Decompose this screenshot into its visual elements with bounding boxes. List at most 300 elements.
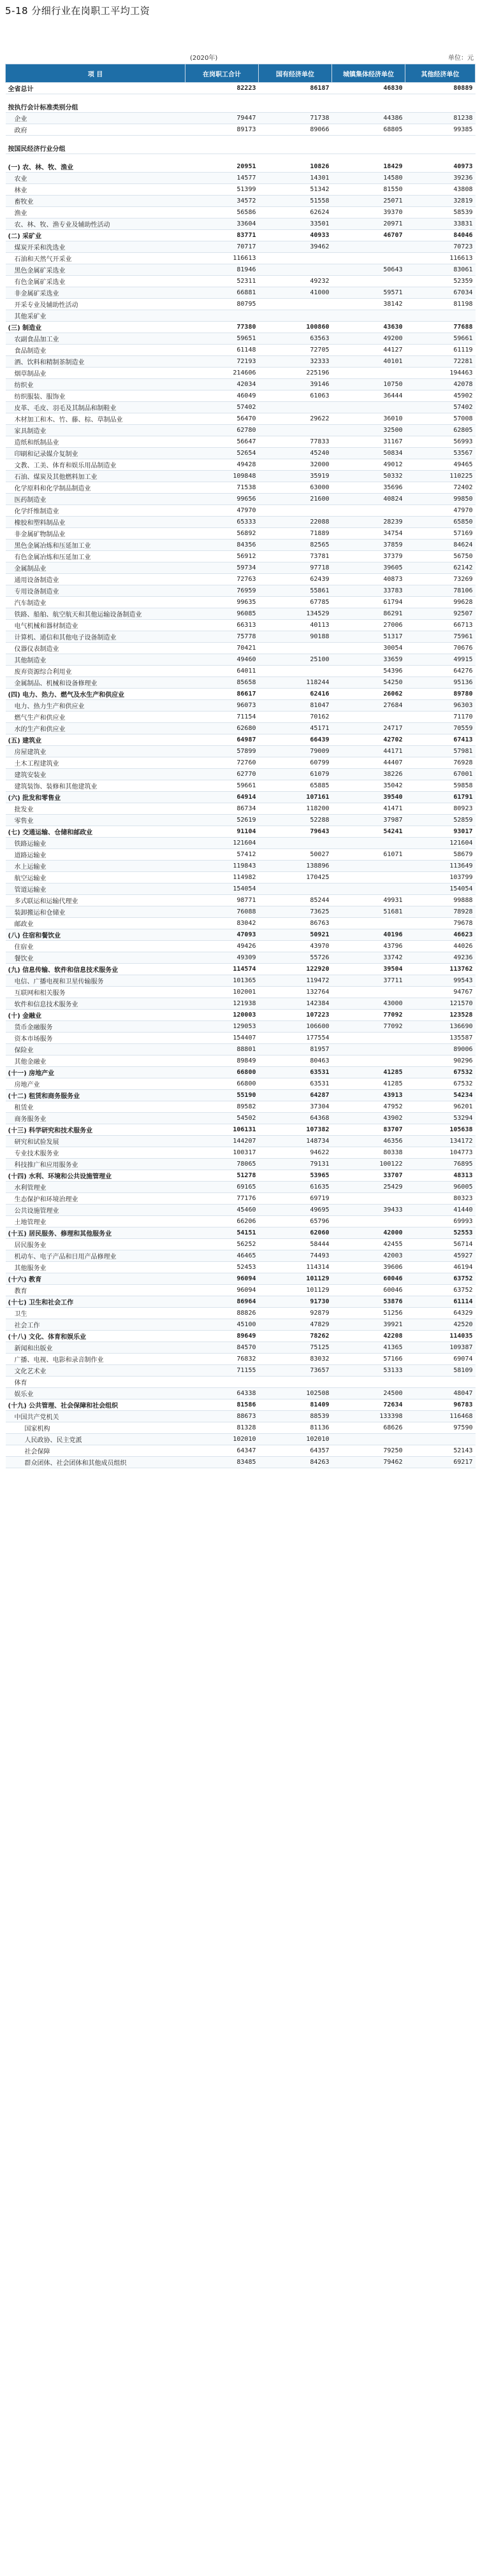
- cell-total: 106131: [185, 1124, 259, 1136]
- cell-state: 65885: [259, 780, 332, 792]
- cell-other: 73269: [405, 574, 476, 585]
- cell-other: 99543: [405, 975, 476, 987]
- row-label: (十九) 公共管理、社会保障和社会组织: [6, 1399, 185, 1411]
- cell-collective: 68805: [332, 124, 405, 136]
- cell-collective: [332, 1193, 405, 1205]
- spacer-row: [6, 154, 476, 162]
- cell-state: 101129: [259, 1273, 332, 1285]
- cell-other: 110225: [405, 471, 476, 482]
- cell-collective: 36010: [332, 413, 405, 425]
- row-label: 娱乐业: [6, 1388, 185, 1399]
- table-row: [6, 1101, 476, 1113]
- cell-collective: 41285: [332, 1078, 405, 1090]
- table-row: [6, 975, 476, 987]
- cell-state: 118200: [259, 803, 332, 815]
- cell-collective: 40101: [332, 356, 405, 368]
- cell-total: 85658: [185, 677, 259, 689]
- cell-total: 119843: [185, 861, 259, 872]
- cell-collective: 57166: [332, 1354, 405, 1365]
- cell-state: 73657: [259, 1365, 332, 1377]
- table-row: [6, 1136, 476, 1147]
- cell-state: 62624: [259, 207, 332, 218]
- cell-collective: 18429: [332, 161, 405, 173]
- cell-total: 49426: [185, 941, 259, 952]
- row-label: (四) 电力、热力、燃气及水生产和供应业: [6, 689, 185, 700]
- cell-other: 116468: [405, 1411, 476, 1422]
- row-label: 国家机构: [6, 1422, 185, 1434]
- row-label: (十五) 居民服务、修理和其他服务业: [6, 1227, 185, 1239]
- cell-other: 121570: [405, 998, 476, 1010]
- cell-total: 47970: [185, 505, 259, 517]
- row-label: (十二) 租赁和商务服务业: [6, 1090, 185, 1101]
- cell-state: 21600: [259, 494, 332, 505]
- row-label: 群众团体、社会团体和其他成员组织: [6, 1457, 185, 1468]
- cell-total: [185, 310, 259, 322]
- cell-total: 71155: [185, 1365, 259, 1377]
- cell-total: 99635: [185, 597, 259, 608]
- cell-state: 134529: [259, 608, 332, 620]
- table-row: [6, 1033, 476, 1044]
- row-label: 租赁业: [6, 1101, 185, 1113]
- cell-total: 56470: [185, 413, 259, 425]
- row-label: 资本市场服务: [6, 1033, 185, 1044]
- row-label: (九) 信息传输、软件和信息技术服务业: [6, 964, 185, 975]
- cell-collective: [332, 1434, 405, 1445]
- cell-collective: 46830: [332, 83, 405, 94]
- cell-other: 89780: [405, 689, 476, 700]
- cell-collective: 81550: [332, 184, 405, 196]
- table-row: [6, 1411, 476, 1422]
- cell-collective: 39605: [332, 562, 405, 574]
- row-label: 农副食品加工业: [6, 333, 185, 345]
- cell-state: 70162: [259, 712, 332, 723]
- cell-total: 214606: [185, 368, 259, 379]
- cell-state: 80463: [259, 1055, 332, 1067]
- cell-state: 73781: [259, 551, 332, 562]
- cell-other: 99385: [405, 124, 476, 136]
- table-body: [6, 83, 476, 1468]
- cell-total: [185, 1377, 259, 1388]
- row-label: (六) 批发和零售业: [6, 792, 185, 803]
- cell-state: [259, 402, 332, 413]
- table-row: [6, 113, 476, 124]
- cell-other: 70559: [405, 723, 476, 734]
- table-row: [6, 861, 476, 872]
- cell-state: 63563: [259, 333, 332, 345]
- row-label: 废弃资源综合利用业: [6, 666, 185, 677]
- page-title: 5-18 分细行业在岗职工平均工资: [5, 5, 150, 17]
- table-row: [6, 585, 476, 597]
- cell-other: 104773: [405, 1147, 476, 1159]
- table-row: [6, 1273, 476, 1285]
- cell-state: 32333: [259, 356, 332, 368]
- cell-state: 49695: [259, 1205, 332, 1216]
- cell-other: 46623: [405, 929, 476, 941]
- cell-other: 59858: [405, 780, 476, 792]
- cell-state: 170425: [259, 872, 332, 884]
- row-label: 其他制造业: [6, 654, 185, 666]
- table-row: [6, 631, 476, 643]
- cell-other: 83061: [405, 264, 476, 276]
- cell-collective: 42208: [332, 1331, 405, 1342]
- cell-other: 49465: [405, 459, 476, 471]
- cell-state: 79643: [259, 826, 332, 838]
- cell-state: 100860: [259, 322, 332, 333]
- cell-collective: 42702: [332, 734, 405, 746]
- cell-state: 92879: [259, 1308, 332, 1319]
- row-label: 医药制造业: [6, 494, 185, 505]
- table-row: [6, 1193, 476, 1205]
- cell-other: 40973: [405, 161, 476, 173]
- cell-other: 134172: [405, 1136, 476, 1147]
- cell-total: 47093: [185, 929, 259, 941]
- table-row: [6, 941, 476, 952]
- cell-state: 72705: [259, 345, 332, 356]
- cell-total: 49309: [185, 952, 259, 964]
- cell-collective: 24500: [332, 1388, 405, 1399]
- cell-total: 96094: [185, 1273, 259, 1285]
- cell-other: 48047: [405, 1388, 476, 1399]
- cell-collective: 41285: [332, 1067, 405, 1078]
- cell-state: 107161: [259, 792, 332, 803]
- cell-collective: 44171: [332, 746, 405, 757]
- row-label: (三) 制造业: [6, 322, 185, 333]
- cell-collective: 33783: [332, 585, 405, 597]
- cell-collective: [332, 276, 405, 287]
- cell-collective: 80338: [332, 1147, 405, 1159]
- cell-collective: [332, 918, 405, 929]
- table-row: [6, 895, 476, 906]
- cell-other: 53567: [405, 448, 476, 459]
- cell-other: 92507: [405, 608, 476, 620]
- cell-other: 67034: [405, 287, 476, 299]
- table-row: [6, 918, 476, 929]
- cell-other: 81238: [405, 113, 476, 124]
- row-label: 居民服务业: [6, 1239, 185, 1250]
- cell-state: 89066: [259, 124, 332, 136]
- table-row: [6, 517, 476, 528]
- cell-collective: 41471: [332, 803, 405, 815]
- cell-collective: 51317: [332, 631, 405, 643]
- cell-state: 102508: [259, 1388, 332, 1399]
- table-row: [6, 322, 476, 333]
- cell-collective: 68626: [332, 1422, 405, 1434]
- cell-collective: [332, 143, 405, 154]
- cell-collective: 20971: [332, 218, 405, 230]
- cell-total: 66206: [185, 1216, 259, 1227]
- cell-state: 79009: [259, 746, 332, 757]
- cell-state: 52288: [259, 815, 332, 826]
- table-row: [6, 207, 476, 218]
- cell-total: 82223: [185, 83, 259, 94]
- table-row: [6, 1044, 476, 1055]
- cell-state: 61079: [259, 769, 332, 780]
- cell-other: 69217: [405, 1457, 476, 1468]
- cell-other: 49915: [405, 654, 476, 666]
- cell-total: 46049: [185, 390, 259, 402]
- cell-other: 154054: [405, 884, 476, 895]
- cell-collective: [332, 1044, 405, 1055]
- cell-state: 63531: [259, 1078, 332, 1090]
- cell-state: 142384: [259, 998, 332, 1010]
- cell-collective: 37711: [332, 975, 405, 987]
- table-row: [6, 872, 476, 884]
- table-row: [6, 723, 476, 734]
- cell-total: 75778: [185, 631, 259, 643]
- cell-collective: 43913: [332, 1090, 405, 1101]
- cell-other: 96005: [405, 1182, 476, 1193]
- cell-collective: 33707: [332, 1170, 405, 1182]
- cell-collective: 61071: [332, 849, 405, 861]
- cell-state: 62060: [259, 1227, 332, 1239]
- cell-total: 81946: [185, 264, 259, 276]
- table-row: [6, 436, 476, 448]
- table-row: [6, 734, 476, 746]
- table-row: [6, 700, 476, 712]
- cell-collective: [332, 884, 405, 895]
- cell-total: 89649: [185, 1331, 259, 1342]
- table-row: [6, 528, 476, 540]
- row-label: 互联网和相关服务: [6, 987, 185, 998]
- row-label: 水利管理业: [6, 1182, 185, 1193]
- table-row: [6, 83, 476, 94]
- table-row: [6, 1124, 476, 1136]
- row-label: 社会保障: [6, 1445, 185, 1457]
- cell-state: 81047: [259, 700, 332, 712]
- row-label: 有色金属矿采选业: [6, 276, 185, 287]
- cell-total: 96073: [185, 700, 259, 712]
- row-label: 生态保护和环境治理业: [6, 1193, 185, 1205]
- cell-collective: 14580: [332, 173, 405, 184]
- row-label: 企业: [6, 113, 185, 124]
- cell-total: 129053: [185, 1021, 259, 1033]
- table-row: [6, 143, 476, 154]
- cell-state: 86763: [259, 918, 332, 929]
- cell-other: [405, 1377, 476, 1388]
- row-label: (十八) 文化、体育和娱乐业: [6, 1331, 185, 1342]
- row-label: (十三) 科学研究和技术服务业: [6, 1124, 185, 1136]
- cell-state: 119472: [259, 975, 332, 987]
- cell-total: 70717: [185, 241, 259, 253]
- cell-state: 225196: [259, 368, 332, 379]
- table-row: [6, 964, 476, 975]
- cell-total: 51278: [185, 1170, 259, 1182]
- row-label: 电气机械和器材制造业: [6, 620, 185, 631]
- cell-total: 114982: [185, 872, 259, 884]
- row-label: 金属制品业: [6, 562, 185, 574]
- cell-other: 57402: [405, 402, 476, 413]
- row-label: 造纸和纸制品业: [6, 436, 185, 448]
- row-label: 专业技术服务业: [6, 1147, 185, 1159]
- cell-total: 83485: [185, 1457, 259, 1468]
- row-label: 通用设备制造业: [6, 574, 185, 585]
- cell-collective: 28239: [332, 517, 405, 528]
- table-row: [6, 1067, 476, 1078]
- table-header-row: [6, 64, 476, 83]
- cell-other: 67413: [405, 734, 476, 746]
- cell-other: 64276: [405, 666, 476, 677]
- cell-total: 62770: [185, 769, 259, 780]
- cell-state: [259, 643, 332, 654]
- row-label: 公共设施管理业: [6, 1205, 185, 1216]
- table-row: [6, 494, 476, 505]
- cell-other: 84046: [405, 230, 476, 241]
- cell-other: 67532: [405, 1078, 476, 1090]
- cell-state: 55861: [259, 585, 332, 597]
- cell-state: 40113: [259, 620, 332, 631]
- cell-collective: 50643: [332, 264, 405, 276]
- cell-total: 46465: [185, 1250, 259, 1262]
- cell-other: 72402: [405, 482, 476, 494]
- table-row: [6, 264, 476, 276]
- cell-collective: [332, 1033, 405, 1044]
- cell-total: 114574: [185, 964, 259, 975]
- row-label: 按执行会计标准类别分组: [6, 101, 185, 113]
- table-row: [6, 1078, 476, 1090]
- cell-other: 56714: [405, 1239, 476, 1250]
- cell-total: 76959: [185, 585, 259, 597]
- cell-total: 81586: [185, 1399, 259, 1411]
- cell-total: 109848: [185, 471, 259, 482]
- cell-total: 88801: [185, 1044, 259, 1055]
- cell-state: 61063: [259, 390, 332, 402]
- table-row: [6, 402, 476, 413]
- table-row: [6, 218, 476, 230]
- row-label: 铁路运输业: [6, 838, 185, 849]
- row-label: 木材加工和木、竹、藤、棕、草制品业: [6, 413, 185, 425]
- table-row: [6, 666, 476, 677]
- cell-total: 49460: [185, 654, 259, 666]
- cell-collective: 133398: [332, 1411, 405, 1422]
- row-label: 批发业: [6, 803, 185, 815]
- cell-state: 14301: [259, 173, 332, 184]
- cell-other: 78106: [405, 585, 476, 597]
- row-label: 林业: [6, 184, 185, 196]
- row-label: 非金属矿物制品业: [6, 528, 185, 540]
- cell-total: 45460: [185, 1205, 259, 1216]
- cell-collective: 51681: [332, 906, 405, 918]
- table-row: [6, 838, 476, 849]
- cell-collective: 25071: [332, 196, 405, 207]
- cell-total: 89582: [185, 1101, 259, 1113]
- cell-collective: [332, 1377, 405, 1388]
- cell-collective: 77092: [332, 1021, 405, 1033]
- cell-collective: 42000: [332, 1227, 405, 1239]
- cell-other: 105638: [405, 1124, 476, 1136]
- cell-state: 40933: [259, 230, 332, 241]
- row-label: (七) 交通运输、仓储和邮政业: [6, 826, 185, 838]
- table-row: [6, 574, 476, 585]
- table-row: [6, 1055, 476, 1067]
- cell-state: 82565: [259, 540, 332, 551]
- cell-collective: 59571: [332, 287, 405, 299]
- cell-total: 45100: [185, 1319, 259, 1331]
- cell-total: 116613: [185, 253, 259, 264]
- table-row: [6, 241, 476, 253]
- cell-total: 72763: [185, 574, 259, 585]
- cell-other: [405, 101, 476, 113]
- cell-collective: 44386: [332, 113, 405, 124]
- cell-other: 64329: [405, 1308, 476, 1319]
- table-row: [6, 929, 476, 941]
- cell-total: 49428: [185, 459, 259, 471]
- table-row: [6, 310, 476, 322]
- row-label: 房地产业: [6, 1078, 185, 1090]
- cell-total: 72193: [185, 356, 259, 368]
- table-row: [6, 792, 476, 803]
- cell-state: 107223: [259, 1010, 332, 1021]
- row-label: (十六) 教育: [6, 1273, 185, 1285]
- table-row: [6, 101, 476, 113]
- cell-collective: 35696: [332, 482, 405, 494]
- cell-total: 100317: [185, 1147, 259, 1159]
- cell-total: 121604: [185, 838, 259, 849]
- table-row: [6, 124, 476, 136]
- cell-collective: [332, 1055, 405, 1067]
- cell-state: [259, 143, 332, 154]
- row-label: 开采专业及辅助性活动: [6, 299, 185, 310]
- cell-other: 52553: [405, 1227, 476, 1239]
- cell-collective: 44407: [332, 757, 405, 769]
- cell-other: 61791: [405, 792, 476, 803]
- cell-state: 60799: [259, 757, 332, 769]
- table-row: [6, 780, 476, 792]
- cell-state: 64287: [259, 1090, 332, 1101]
- table-row: [6, 1445, 476, 1457]
- cell-other: 32819: [405, 196, 476, 207]
- table-row: [6, 1388, 476, 1399]
- row-label: 非金属矿采选业: [6, 287, 185, 299]
- row-label: 管道运输业: [6, 884, 185, 895]
- row-label: 渔业: [6, 207, 185, 218]
- cell-state: 47829: [259, 1319, 332, 1331]
- cell-other: [405, 310, 476, 322]
- table-row: [6, 654, 476, 666]
- cell-collective: 50834: [332, 448, 405, 459]
- cell-total: 99656: [185, 494, 259, 505]
- cell-total: 66800: [185, 1067, 259, 1078]
- table-row: [6, 826, 476, 838]
- cell-collective: 60046: [332, 1285, 405, 1296]
- table-row: [6, 1113, 476, 1124]
- row-label: 煤炭开采和洗选业: [6, 241, 185, 253]
- table-row: [6, 1090, 476, 1101]
- row-label: 水上运输业: [6, 861, 185, 872]
- cell-other: 52359: [405, 276, 476, 287]
- table-row: [6, 196, 476, 207]
- cell-other: 54234: [405, 1090, 476, 1101]
- row-label: 烟草制品业: [6, 368, 185, 379]
- table-row: [6, 230, 476, 241]
- cell-other: 93017: [405, 826, 476, 838]
- table-row: [6, 1296, 476, 1308]
- cell-total: 57899: [185, 746, 259, 757]
- cell-other: 43808: [405, 184, 476, 196]
- table-row: [6, 1250, 476, 1262]
- row-label: 农、林、牧、渔专业及辅助性活动: [6, 218, 185, 230]
- cell-state: 66439: [259, 734, 332, 746]
- cell-state: 71738: [259, 113, 332, 124]
- cell-state: 75125: [259, 1342, 332, 1354]
- cell-other: 57169: [405, 528, 476, 540]
- row-label: 家具制造业: [6, 425, 185, 436]
- table-row: [6, 1010, 476, 1021]
- cell-other: 114035: [405, 1331, 476, 1342]
- cell-other: 63752: [405, 1285, 476, 1296]
- cell-other: 56750: [405, 551, 476, 562]
- cell-other: 62142: [405, 562, 476, 574]
- cell-collective: 72634: [332, 1399, 405, 1411]
